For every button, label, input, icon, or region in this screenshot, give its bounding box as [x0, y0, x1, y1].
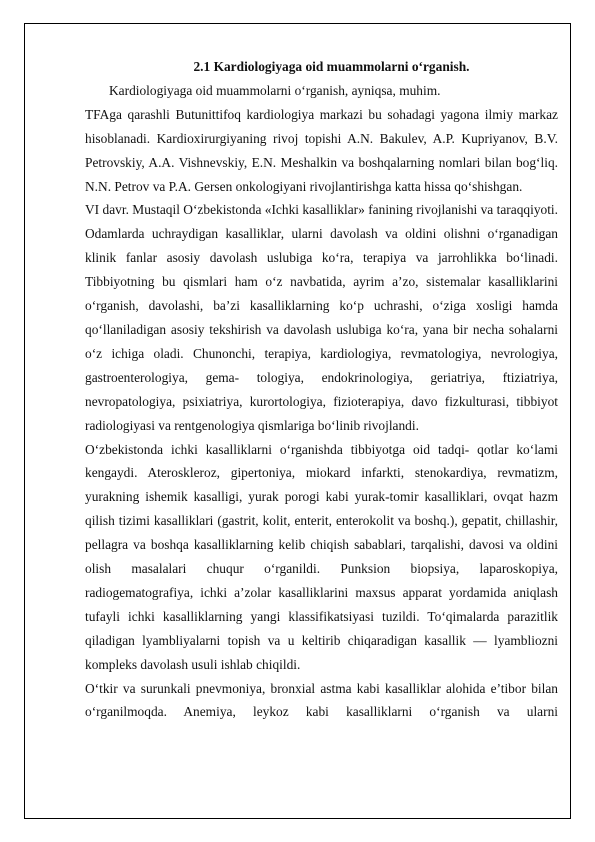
- paragraph-3: O‘zbekistonda ichki kasalliklarni o‘rganishda tibbiyotga oid tadqi- qotlar ko‘lami kengaydi. Ateroskleroz, gipertoniya, miokard infarkti, stenokardiya, revmatizm, yurakning ishemik kasalligi, yurak porogi kabi yurak-tomir kasalliklari, ovqat hazm qilish tizimi kasalliklari (gastrit, kolit, enterit, enterokolit va boshq.), gepatit, chillashir, pellagra va boshqa kasalliklarning kelib chiqish sabablari, tarqalishi, davosi va oldini olish masalalari chuqur o‘rganildi. Punksion biopsiya, laparoskopiya, radiogematografiya, ichki a’zolar kasalliklarini maxsus apparat yordamida aniqlash tufayli ichki kasalliklarning yangi klassifikatsiyasi tuzildi. To‘qimalarda parazitlik qiladigan lyambliyalarni topish va u keltirib chiqaradigan kasallik — lyambliozni kompleks davolash usuli ishlab chiqildi.: [85, 441, 558, 672]
- section-title: 2.1 Kardiologiyaga oid muammolarni o‘rganish.: [193, 59, 470, 74]
- paragraph-4: O‘tkir va surunkali pnevmoniya, bronxial astma kabi kasalliklar alohida e’tibor bilan o‘rganilmoqda. Anemiya, leykoz kabi kasalliklarni o‘rganish va ularni: [85, 680, 558, 720]
- paragraph-2: VI davr. Mustaqil O‘zbekistonda «Ichki kasalliklar» fanining rivojlanishi va taraqqiyoti. Odamlarda uchraydigan kasalliklar, ularni davolash va oldini olishni o‘rganadigan klinik fanlar asosiy davolash uslubiga ko‘ra, terapiya va jarrohlikka bo‘linadi. Tibbiyotning bu qismlari ham o‘z navbatida, ayrim a’zo, sistemalar kasalliklarini o‘rganish, davolashi, ba’zi kasalliklarning ko‘p uchrashi, o‘ziga xosligi hamda qo‘llaniladigan asosiy tekshirish va davolash uslubiga ko‘ra, yana bir necha sohalarni o‘z ichiga oladi. Chunonchi, terapiya, kardiologiya, revmatologiya, nevrologiya, gastroenterologiya, gema- tologiya, endokrinologiya, geriatriya, ftiziatriya, nevropatologiya, psixiatriya, kurortologiya, fizioterapiya, davo fizkulturasi, tibbiyot radiologiyasi va rentgenologiya qismlariga bo‘linib rivojlandi.: [85, 202, 558, 433]
- document-body: [85, 55, 558, 724]
- paragraph-1: TFAga qarashli Butunittifoq kardiologiya markazi bu sohadagi yagona ilmiy markaz hisoblanadi. Kardioxirurgiyaning rivoj topishi A.N. Bakulev, A.P. Kupriyanov, B.V. Petrovskiy, A.A. Vishnevskiy, E.N. Meshalkin va boshqalarning nomlari bilan bog‘liq. N.N. Petrov va P.A. Gersen onkologiyani rivojlantirishga katta hissa qo‘shishgan.: [85, 106, 558, 194]
- lead-sentence: Kardiologiyaga oid muammolarni o‘rganish, ayniqsa, muhim.: [109, 82, 441, 98]
